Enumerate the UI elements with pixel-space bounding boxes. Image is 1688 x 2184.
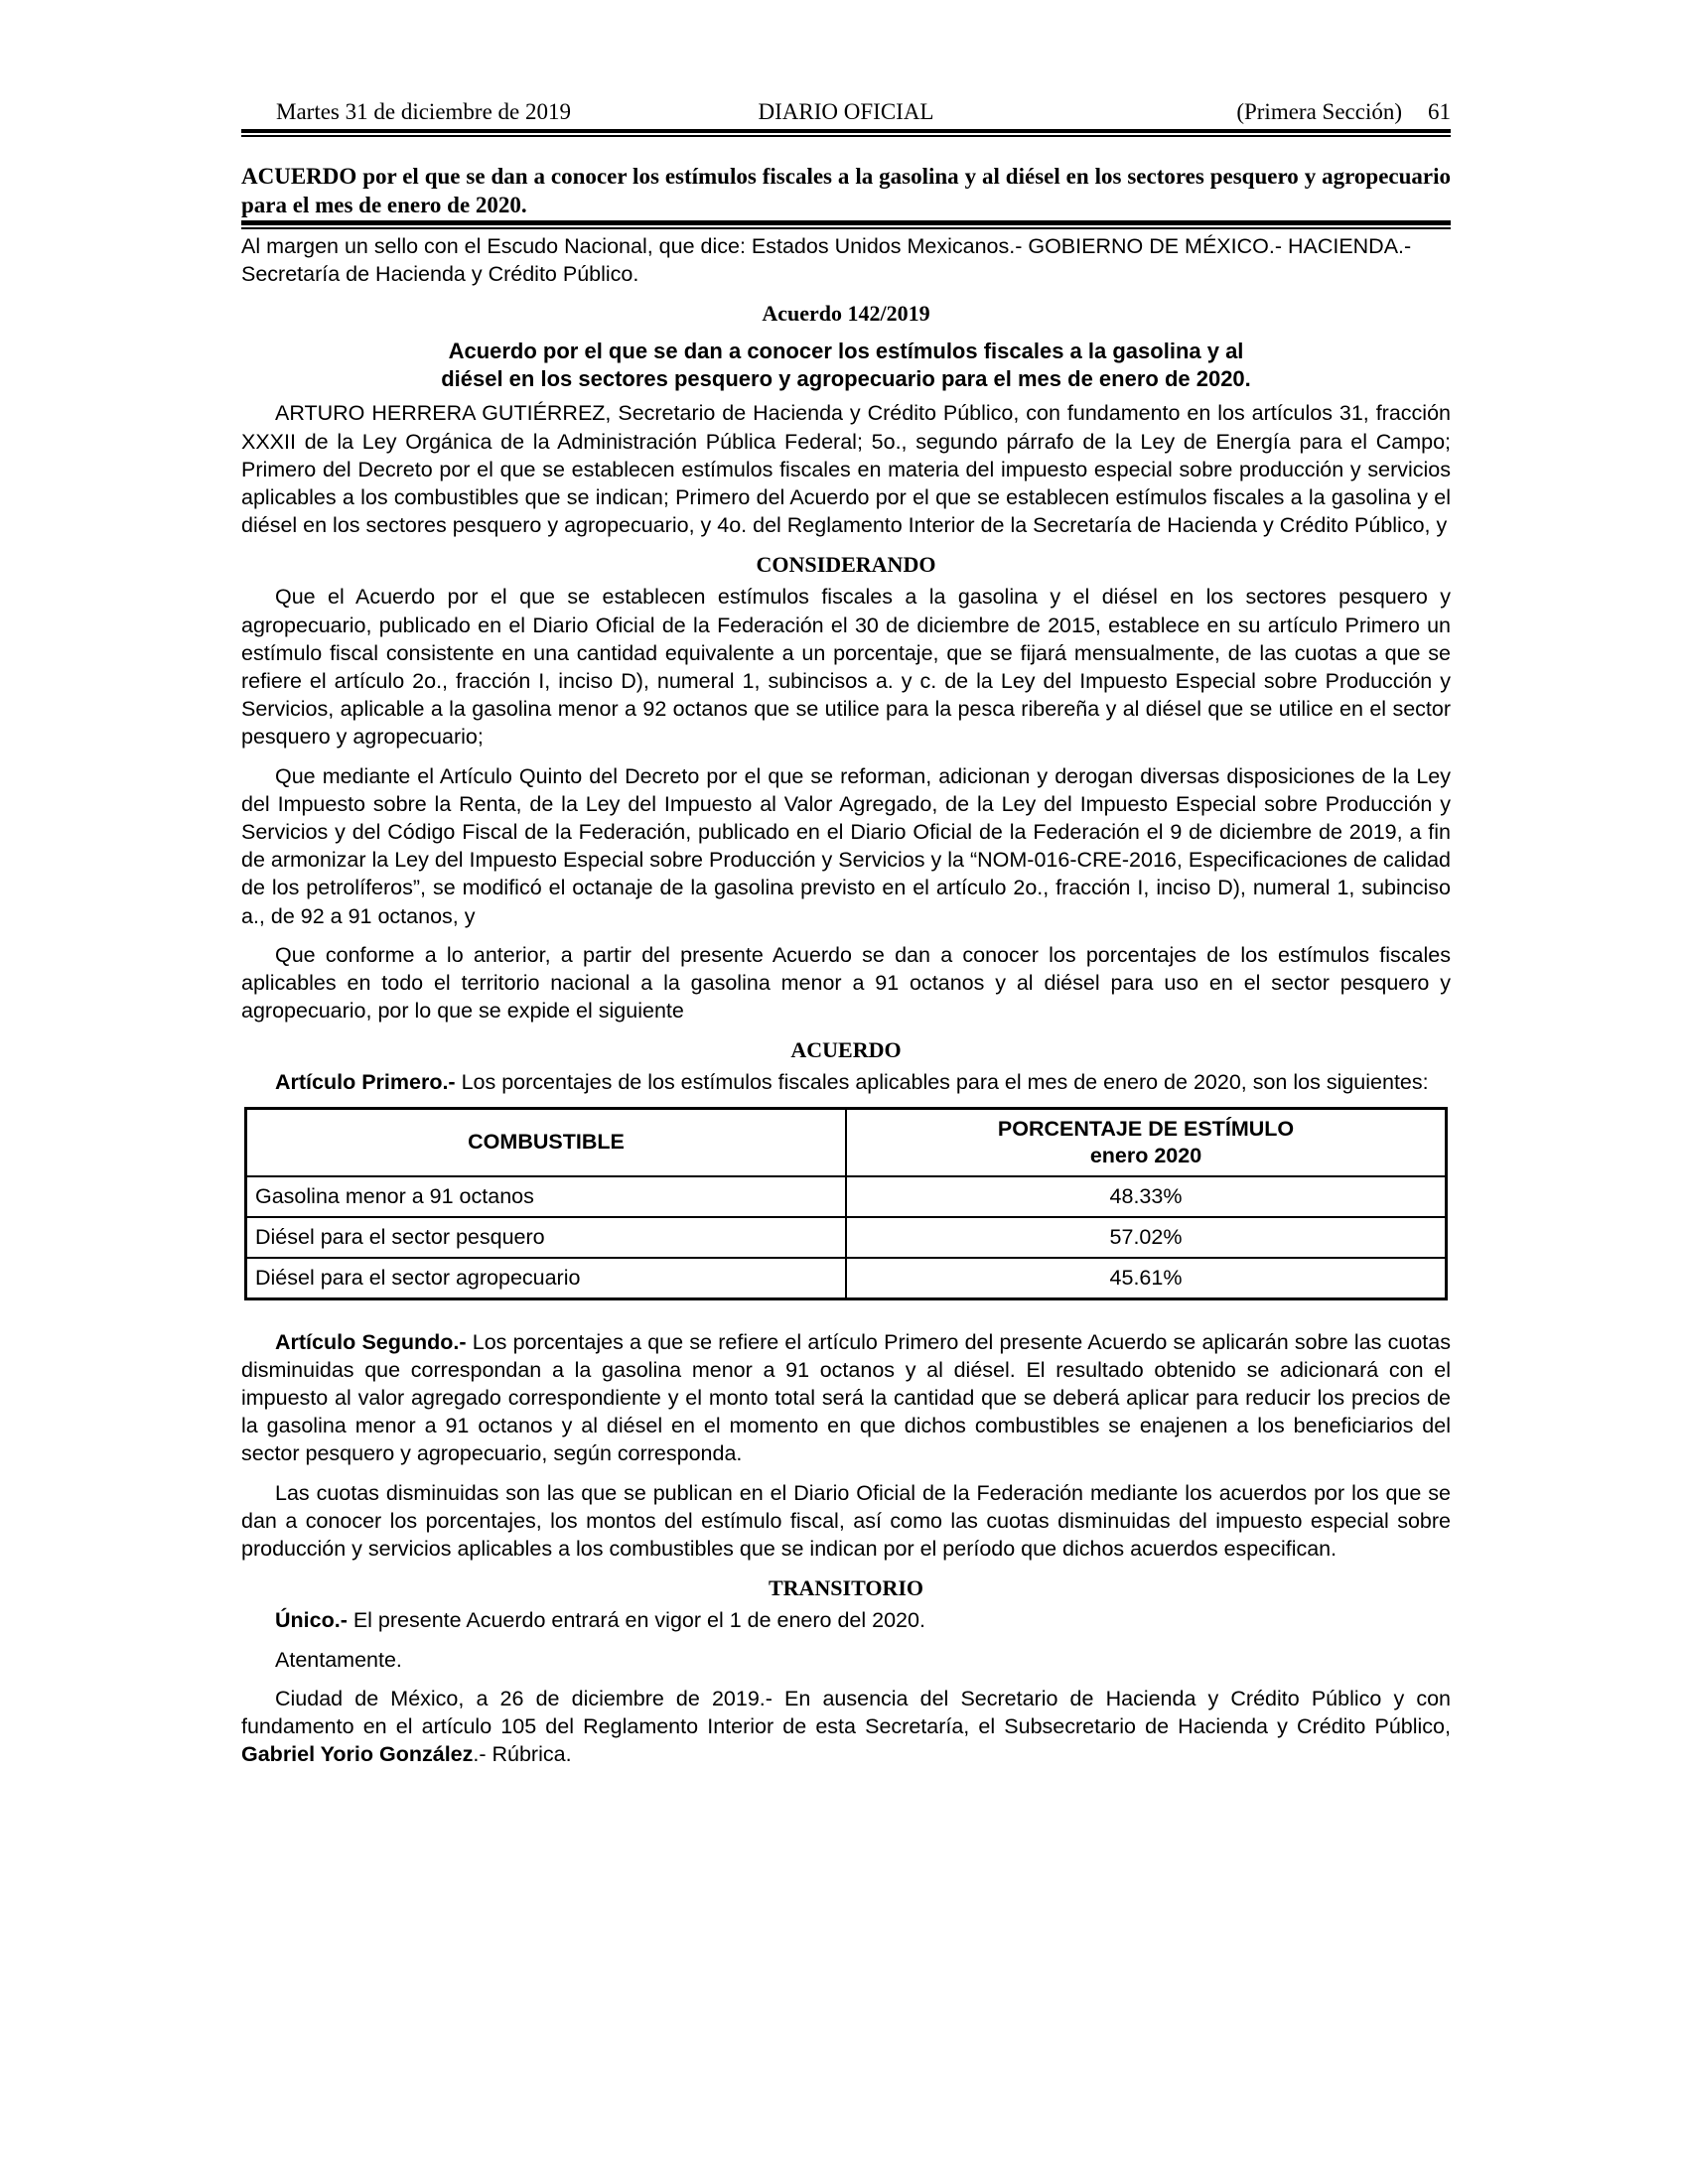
percent-cell: 45.61%	[846, 1258, 1447, 1299]
agreement-number: Acuerdo 142/2019	[762, 301, 930, 327]
articulo-segundo-text: Los porcentajes a que se refiere el artículo Primero del presente Acuerdo se aplicarán sobre las cuotas disminuidas que correspondan a la gasolina menor a 91 octanos y al diésel. El resultado obtenido se adicionará con el impuesto al valor agregado correspondiente y el monto total será la cantidad que se deberá aplicar para reducir los precios de la gasolina menor a 91 octanos y al diésel en el momento en que dichos combustibles se enajenen a los beneficiarios del sector pesquero y agropecuario, según corresponda.	[241, 1329, 1451, 1466]
articulo-primero-text: Los porcentajes de los estímulos fiscales aplicables para el mes de enero de 2020, son los siguientes:	[455, 1070, 1429, 1095]
unico-text: El presente Acuerdo entrará en vigor el 1 de enero del 2020.	[347, 1608, 925, 1633]
signature-post: .- Rúbrica.	[473, 1742, 572, 1767]
articulo-primero	[241, 1068, 1451, 1096]
articulo-primero-lead: Artículo Primero.-	[275, 1070, 456, 1095]
acuerdo-heading: ACUERDO	[790, 1037, 902, 1063]
percent-cell: 57.02%	[846, 1217, 1447, 1258]
agreement-subtitle: Acuerdo por el que se dan a conocer los estímulos fiscales a la gasolina y al diésel en los sectores pesquero y agropecuario para el mes de enero de 2020.	[441, 339, 1251, 392]
document-body	[241, 232, 1451, 1768]
fuel-cell: Gasolina menor a 91 octanos	[246, 1176, 847, 1217]
signature-paragraph	[241, 1685, 1451, 1769]
articulo-segundo	[241, 1328, 1451, 1468]
considerando-paragraph-2: Que mediante el Artículo Quinto del Decreto por el que se reforman, adicionan y derogan diversas disposiciones de la Ley del Impuesto sobre la Renta, de la Ley del Impuesto al Valor Agregado, de la Ley del Impuesto Especial sobre Producción y Servicios y del Código Fiscal de la Federación, publicado en el Diario Oficial de la Federación el 9 de diciembre de 2019, a fin de armonizar la Ley del Impuesto Especial sobre Producción y Servicios y la “NOM-016-CRE-2016, Especificaciones de calidad de los petrolíferos”, se modificó el octanaje de la gasolina previsto en el artículo 2o., fracción I, inciso D), numeral 1, subinciso a., de 92 a 91 octanos, y	[241, 763, 1451, 928]
page-number: 61	[1428, 99, 1451, 124]
column-header-percent	[846, 1108, 1447, 1176]
preamble-paragraph: ARTURO HERRERA GUTIÉRREZ, Secretario de Hacienda y Crédito Público, con fundamento en los artículos 31, fracción XXXII de la Ley Orgánica de la Administración Pública Federal; 5o., segundo párrafo de la Ley de Energía para el Campo; Primero del Decreto por el que se establecen estímulos fiscales en materia del impuesto especial sobre producción y servicios aplicables a los combustibles que se indican; Primero del Acuerdo por el que se establecen estímulos fiscales a la gasolina y el diésel en los sectores pesquero y agropecuario, y 4o. del Reglamento Interior de la Secretaría de Hacienda y Crédito Público, y	[241, 401, 1451, 538]
considerando-heading: CONSIDERANDO	[756, 552, 936, 578]
header-publication: DIARIO OFICIAL	[758, 99, 934, 124]
table-header-row	[246, 1108, 1447, 1176]
header-rule	[241, 129, 1451, 137]
cuotas-paragraph: Las cuotas disminuidas son las que se publican en el Diario Oficial de la Federación mediante los acuerdos por los que se dan a conocer los porcentajes, los montos del estímulo fiscal, así como las cuotas disminuidas del impuesto especial sobre producción y servicios aplicables a los combustibles que se indican por el período que dichos acuerdos especifican.	[241, 1480, 1451, 1562]
title-rule	[241, 220, 1451, 229]
column-header-percent-line2: enero 2020	[1089, 1143, 1202, 1167]
considerando-paragraph-3: Que conforme a lo anterior, a partir del presente Acuerdo se dan a conocer los porcentajes de los estímulos fiscales aplicables en todo el territorio nacional a la gasolina menor a 91 octanos y al diésel para uso en el sector pesquero y agropecuario, por lo que se expide el siguiente	[241, 942, 1451, 1024]
signature-pre: Ciudad de México, a 26 de diciembre de 2019.- En ausencia del Secretario de Hacienda y Crédito Público y con fundamento en el artículo 105 del Reglamento Interior de esta Secretaría, el Subsecretario de Hacienda y Crédito Público,	[241, 1686, 1451, 1738]
fuel-cell: Diésel para el sector pesquero	[246, 1217, 847, 1258]
closing-line: Atentamente.	[275, 1647, 402, 1672]
signer-name: Gabriel Yorio González	[241, 1742, 474, 1767]
seal-note: Al margen un sello con el Escudo Nacional, que dice: Estados Unidos Mexicanos.- GOBIERNO DE MÉXICO.- HACIENDA.- Secretaría de Hacienda y Crédito Público.	[241, 234, 1412, 287]
column-header-fuel: COMBUSTIBLE	[246, 1108, 847, 1176]
considerando-paragraph-1: Que el Acuerdo por el que se establecen estímulos fiscales a la gasolina y el diésel en los sectores pesquero y agropecuario, publicado en el Diario Oficial de la Federación el 30 de diciembre de 2015, establece en su artículo Primero un estímulo fiscal consistente en una cantidad equivalente a un porcentaje, que se fijará mensualmente, de las cuotas a que se refiere el artículo 2o., fracción I, inciso D), numeral 1, subincisos a. y c. de la Ley del Impuesto Especial sobre Producción y Servicios, aplicable a la gasolina menor a 92 octanos que se utilice para la pesca ribereña y al diésel que se utilice en el sector pesquero y agropecuario;	[241, 585, 1451, 750]
column-header-percent-line1: PORCENTAJE DE ESTÍMULO	[997, 1116, 1295, 1141]
transitorio-heading: TRANSITORIO	[768, 1575, 924, 1601]
header-date: Martes 31 de diciembre de 2019	[276, 99, 571, 124]
header-section	[1236, 97, 1451, 127]
table-row	[246, 1258, 1447, 1299]
table-row	[246, 1176, 1447, 1217]
running-header	[241, 97, 1451, 127]
unico-lead: Único.-	[275, 1608, 348, 1633]
table-row	[246, 1217, 1447, 1258]
document-title: ACUERDO por el que se dan a conocer los estímulos fiscales a la gasolina y al diésel en los sectores pesquero y agropecuario para el mes de enero de 2020.	[241, 164, 1451, 217]
unico-paragraph	[241, 1606, 1451, 1634]
articulo-segundo-lead: Artículo Segundo.-	[275, 1329, 467, 1354]
stimulus-table	[244, 1107, 1448, 1300]
percent-cell: 48.33%	[846, 1176, 1447, 1217]
header-section-label: (Primera Sección)	[1236, 99, 1402, 124]
fuel-cell: Diésel para el sector agropecuario	[246, 1258, 847, 1299]
